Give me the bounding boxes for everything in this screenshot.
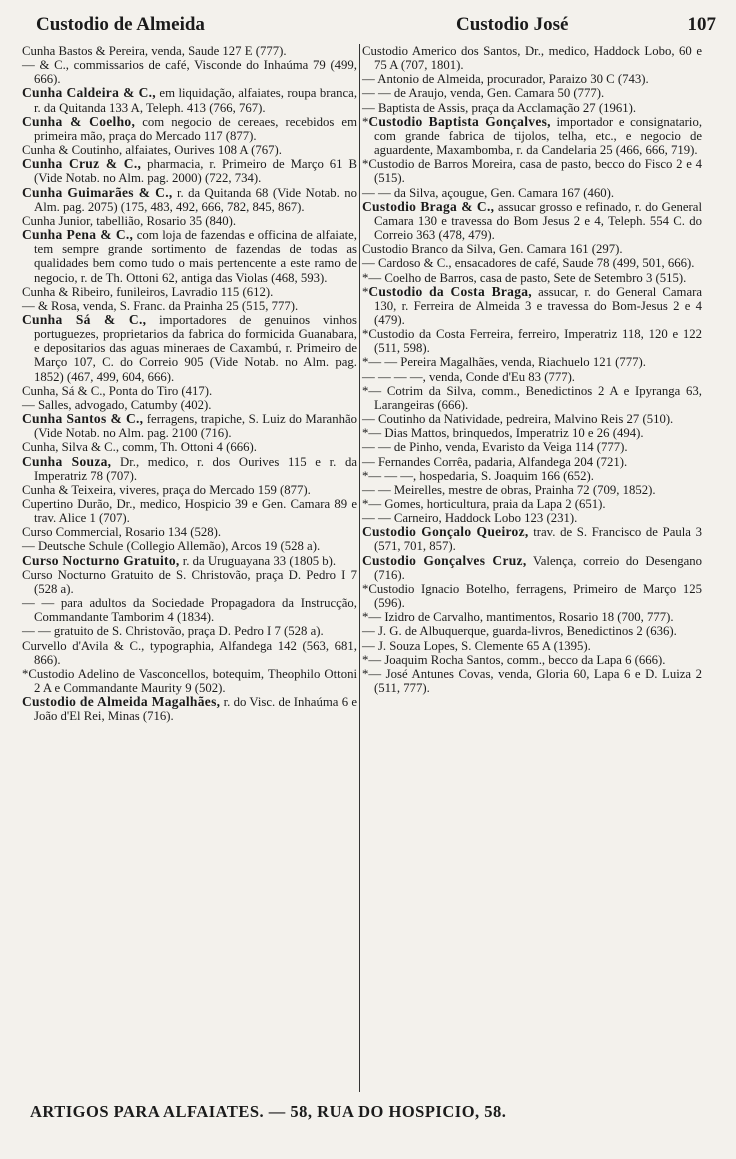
entry-text: Cunha & Teixeira, viveres, praça do Mercado 159 (877). [22, 482, 311, 497]
entry-text: — J. G. de Albuquerque, guarda-livros, Benedictinos 2 (636). [362, 624, 677, 639]
directory-entry [22, 214, 357, 228]
entry-marker: * [362, 581, 369, 596]
right-column [362, 44, 702, 695]
entry-text: — Baptista de Assis, praça da Acclamação 27 (1961). [362, 100, 637, 115]
directory-entry [22, 299, 357, 313]
directory-entry [22, 157, 357, 185]
entry-text: Valença, correio do Desengano (716). [374, 553, 702, 582]
entry-text: — Dias Mattos, brinquedos, Imperatriz 10 e 26 (494). [368, 426, 644, 441]
entry-text: Custodio Ignacio Botelho, ferragens, Primeiro de Março 125 (596). [368, 581, 702, 611]
entry-text: r. da Uruguayana 33 (1805 b). [179, 553, 337, 568]
directory-entry [362, 370, 702, 384]
directory-entry [362, 667, 702, 695]
directory-entry [362, 101, 702, 115]
entry-text: Custodio da Costa Ferreira, ferreiro, Imperatriz 118, 120 e 122 (511, 598). [368, 327, 702, 356]
entry-text: — — —, hospedaria, S. Joaquim 166 (652). [368, 468, 594, 483]
directory-entry [362, 455, 702, 469]
entry-text: Custodio de Barros Moreira, casa de pasto, becco do Fisco 2 e 4 (515). [368, 157, 702, 186]
entry-text: — Coutinho da Natividade, pedreira, Malvino Reis 27 (510). [362, 412, 674, 427]
directory-entry [362, 483, 702, 497]
directory-entry [362, 86, 702, 100]
page-header [28, 10, 718, 38]
directory-entry [22, 186, 357, 214]
entry-text: Custodio Americo dos Santos, Dr., medico, Haddock Lobo, 60 e 75 A (707, 1801). [362, 44, 702, 73]
entry-text: Cunha, Silva & C., comm, Th. Ottoni 4 (666). [22, 440, 257, 455]
entry-text: — — de Pinho, venda, Evaristo da Veiga 114 (777). [362, 440, 628, 455]
entry-marker: * [22, 666, 29, 681]
entry-name: Cunha Sá & C., [22, 311, 147, 327]
entry-marker: * [362, 114, 369, 129]
entry-text: — Joaquim Rocha Santos, comm., becco da Lapa 6 (666). [368, 652, 666, 667]
directory-entry [22, 143, 357, 157]
entry-text: r. do Visc. de Inhaúma 6 e João d'El Rei, Minas (716). [34, 695, 358, 724]
entry-name: Cunha Guimarães & C., [22, 184, 173, 200]
entry-text: em liquidação, alfaiates, roupa branca, r. da Quitanda 133 A, Teleph. 413 (766, 767). [34, 86, 358, 115]
entry-marker: * [362, 426, 369, 441]
entry-text: — — Meirelles, mestre de obras, Prainha 72 (709, 1852). [362, 482, 656, 497]
directory-entry [362, 440, 702, 454]
entry-marker: * [362, 355, 369, 370]
directory-entry [22, 313, 357, 384]
entry-text: Cunha Junior, tabellião, Rosario 35 (840). [22, 213, 237, 228]
directory-entry [362, 582, 702, 610]
directory-entry [22, 115, 357, 143]
directory-entry [362, 497, 702, 511]
entry-text: Cupertino Durão, Dr., medico, Hospicio 39 e Gen. Camara 89 e trav. Alice 1 (707). [22, 497, 357, 526]
directory-entry [22, 384, 357, 398]
entry-text: ferragens, trapiche, S. Luiz do Maranhão (Vide Notab. no Alm. pag. 2100 (716). [34, 412, 358, 441]
entry-text: assucar grosso e refinado, r. do General Camara 130 e travessa do Bom Jesus 2 e 4, Teleph. 554 C. do Correio 363 (478, 479). [374, 199, 703, 243]
entry-name: Custodio Baptista Gonçalves, [368, 113, 551, 129]
entry-name: Cunha Cruz & C., [22, 156, 142, 172]
entry-name: Cunha Pena & C., [22, 227, 134, 243]
entry-name: Custodio Gonçalo Queiroz, [362, 524, 529, 540]
directory-entry [362, 242, 702, 256]
directory-entry [22, 58, 357, 86]
directory-entry [362, 653, 702, 667]
entry-text: importador e consignatario, com grande fabrica de tijolos, telha, etc., e negocio de aguardente, Maxambomba, r. da Candelaria 25 (466, 666, 719). [374, 114, 703, 158]
directory-entry [362, 639, 702, 653]
entry-text: Curso Nocturno Gratuito de S. Christovão, praça D. Pedro I 7 (528 a). [22, 567, 357, 596]
entry-marker: * [362, 270, 369, 285]
entry-name: Cunha Caldeira & C., [22, 85, 156, 101]
entry-text: — Fernandes Corrêa, padaria, Alfandega 204 (721). [362, 454, 628, 469]
entry-text: — Gomes, horticultura, praia da Lapa 2 (651). [368, 497, 606, 511]
directory-entry [22, 695, 357, 723]
running-head-left: Custodio de Almeida [36, 14, 205, 35]
running-head-right: Custodio José [456, 14, 569, 35]
entry-text: — — gratuito de S. Christovão, praça D. Pedro I 7 (528 a). [22, 624, 324, 639]
entry-text: assucar, r. do General Camara 130, r. Ferreira de Almeida 3 e travessa do Bom-Jesus 2 e 4 (479). [374, 284, 703, 327]
entry-text: com negocio de cereaes, recebidos em primeira mão, praça do Mercado 117 (877). [34, 114, 357, 143]
entry-name: Custodio Gonçalves Cruz, [362, 552, 527, 568]
entry-name: Cunha & Coelho, [22, 113, 136, 129]
directory-entry [22, 228, 357, 285]
directory-entry [22, 86, 357, 114]
entry-name: Custodio de Almeida Magalhães, [22, 694, 221, 710]
entry-marker: * [362, 157, 369, 172]
entry-text: Custodio Adelino de Vasconcellos, botequim, Theophilo Ottoni 2 A e Commandante Maurity 9 (502). [28, 666, 357, 696]
entry-text: — & Rosa, venda, S. Franc. da Prainha 25 (515, 777). [22, 298, 299, 313]
entry-text: com loja de fazendas e officina de alfaiate, tem sempre grande sortimento de fazendas de todas as qualidades bem como tudo o mais pertencente a este ramo de negocio, r. de Th. Ottoni 62, antiga das Violas (468, 593). [34, 228, 357, 285]
entry-text: Custodio Branco da Silva, Gen. Camara 161 (297). [362, 242, 623, 257]
directory-entry [362, 469, 702, 483]
entry-text: Cunha & Coutinho, alfaiates, Ourives 108 A (767). [22, 143, 282, 158]
entry-text: — & C., commissarios de café, Visconde do Inhaúma 79 (499, 666). [22, 58, 357, 87]
directory-entry [22, 667, 357, 695]
column-divider [359, 44, 360, 1092]
directory-entry [22, 455, 357, 483]
entry-text: — — da Silva, açougue, Gen. Camara 167 (460). [362, 185, 615, 200]
entry-text: — — Pereira Magalhães, venda, Riachuelo 121 (777). [368, 355, 646, 370]
entry-marker: * [362, 468, 369, 483]
entry-marker: * [362, 383, 369, 398]
directory-entry [362, 525, 702, 553]
page-footer-advert: ARTIGOS PARA ALFAIATES. — 58, RUA DO HOSPICIO, 58. [30, 1102, 507, 1121]
directory-entry [22, 398, 357, 412]
directory-entry [362, 271, 702, 285]
directory-entry [362, 72, 702, 86]
entry-marker: * [362, 327, 369, 342]
entry-text: Cunha, Sá & C., Ponta do Tiro (417). [22, 383, 213, 398]
entry-name: Cunha Santos & C., [22, 411, 144, 427]
directory-entry [362, 327, 702, 355]
directory-entry [362, 412, 702, 426]
entry-name: Custodio Braga & C., [362, 198, 495, 214]
directory-entry [362, 554, 702, 582]
directory-entry [22, 554, 357, 568]
entry-marker: * [362, 666, 369, 681]
entry-text: — — de Araujo, venda, Gen. Camara 50 (777). [362, 86, 605, 101]
directory-entry [22, 44, 357, 58]
directory-entry [362, 610, 702, 624]
entry-name: Curso Nocturno Gratuito, [22, 552, 180, 568]
directory-entry [22, 568, 357, 596]
entry-text: — Cotrim da Silva, comm., Benedictinos 2 A e Ipyranga 63, Larangeiras (666). [368, 383, 702, 412]
directory-entry [22, 624, 357, 638]
directory-entry [22, 639, 357, 667]
directory-entry [22, 497, 357, 525]
entry-text: Curso Commercial, Rosario 134 (528). [22, 525, 222, 540]
entry-text: importadores de genuinos vinhos portuguezes, proprietarios da fabrica do formicida Guanabara, e depositarios das aguas mineraes de Caxambú, r. Primeiro de Março 107, C. do Correio 905 (Vide Notab. no Alm. pag. 1852) (467, 499, 604, 666). [34, 312, 357, 384]
directory-entry [22, 440, 357, 454]
entry-text: r. da Quitanda 68 (Vide Notab. no Alm. pag. 2075) (175, 483, 492, 666, 782, 845, 867). [34, 185, 357, 214]
entry-marker: * [362, 610, 369, 625]
directory-entry [362, 285, 702, 327]
entry-text: — Coelho de Barros, casa de pasto, Sete de Setembro 3 (515). [368, 270, 687, 285]
entry-text: — Antonio de Almeida, procurador, Paraizo 30 C (743). [362, 72, 649, 87]
left-column [22, 44, 357, 724]
directory-entry [22, 525, 357, 539]
entry-text: — — — —, venda, Conde d'Eu 83 (777). [362, 369, 575, 384]
directory-entry [362, 624, 702, 638]
entry-text: Cunha & Ribeiro, funileiros, Lavradio 115 (612). [22, 284, 274, 299]
directory-entry [362, 186, 702, 200]
directory-entry [362, 384, 702, 412]
directory-entry [362, 200, 702, 242]
directory-entry [22, 285, 357, 299]
directory-entry [362, 115, 702, 157]
entry-name: Custodio da Costa Braga, [368, 283, 532, 299]
entry-text: Dr., medico, r. dos Ourives 115 e r. da Imperatriz 78 (707). [34, 454, 357, 483]
entry-text: — Salles, advogado, Catumby (402). [22, 397, 212, 412]
entry-text: — José Antunes Covas, venda, Gloria 60, Lapa 6 e D. Luiza 2 (511, 777). [368, 666, 702, 696]
page-number: 107 [687, 14, 716, 35]
entry-text: — Izidro de Carvalho, mantimentos, Rosario 18 (700, 777). [368, 610, 674, 625]
entry-marker: * [362, 284, 369, 299]
entry-text: — Cardoso & C., ensacadores de café, Saude 78 (499, 501, 666). [362, 256, 695, 271]
directory-entry [362, 426, 702, 440]
entry-text: — Deutsche Schule (Collegio Allemão), Arcos 19 (528 a). [22, 539, 321, 554]
entry-text: Cunha Bastos & Pereira, venda, Saude 127 E (777). [22, 44, 287, 58]
entry-text: trav. de S. Francisco de Paula 3 (571, 701, 857). [374, 525, 702, 554]
entry-text: — — para adultos da Sociedade Propagadora da Instrucção, Commandante Tamborim 4 (1834). [22, 596, 357, 625]
entry-marker: * [362, 652, 369, 667]
directory-entry [362, 157, 702, 185]
entry-name: Cunha Souza, [22, 453, 112, 469]
entry-text: — J. Souza Lopes, S. Clemente 65 A (1395). [362, 638, 591, 653]
entry-text: — — Carneiro, Haddock Lobo 123 (231). [362, 511, 578, 526]
directory-entry [362, 511, 702, 525]
entry-text: Curvello d'Avila & C., typographia, Alfandega 142 (563, 681, 866). [22, 638, 357, 667]
entry-marker: * [362, 497, 369, 511]
directory-entry [22, 596, 357, 624]
directory-entry [22, 483, 357, 497]
directory-entry [22, 539, 357, 553]
directory-entry [362, 256, 702, 270]
directory-entry [22, 412, 357, 440]
directory-entry [362, 355, 702, 369]
entry-text: pharmacia, r. Primeiro de Março 61 B (Vide Notab. no Alm. pag. 2000) (722, 734). [34, 157, 357, 186]
directory-entry [362, 44, 702, 72]
